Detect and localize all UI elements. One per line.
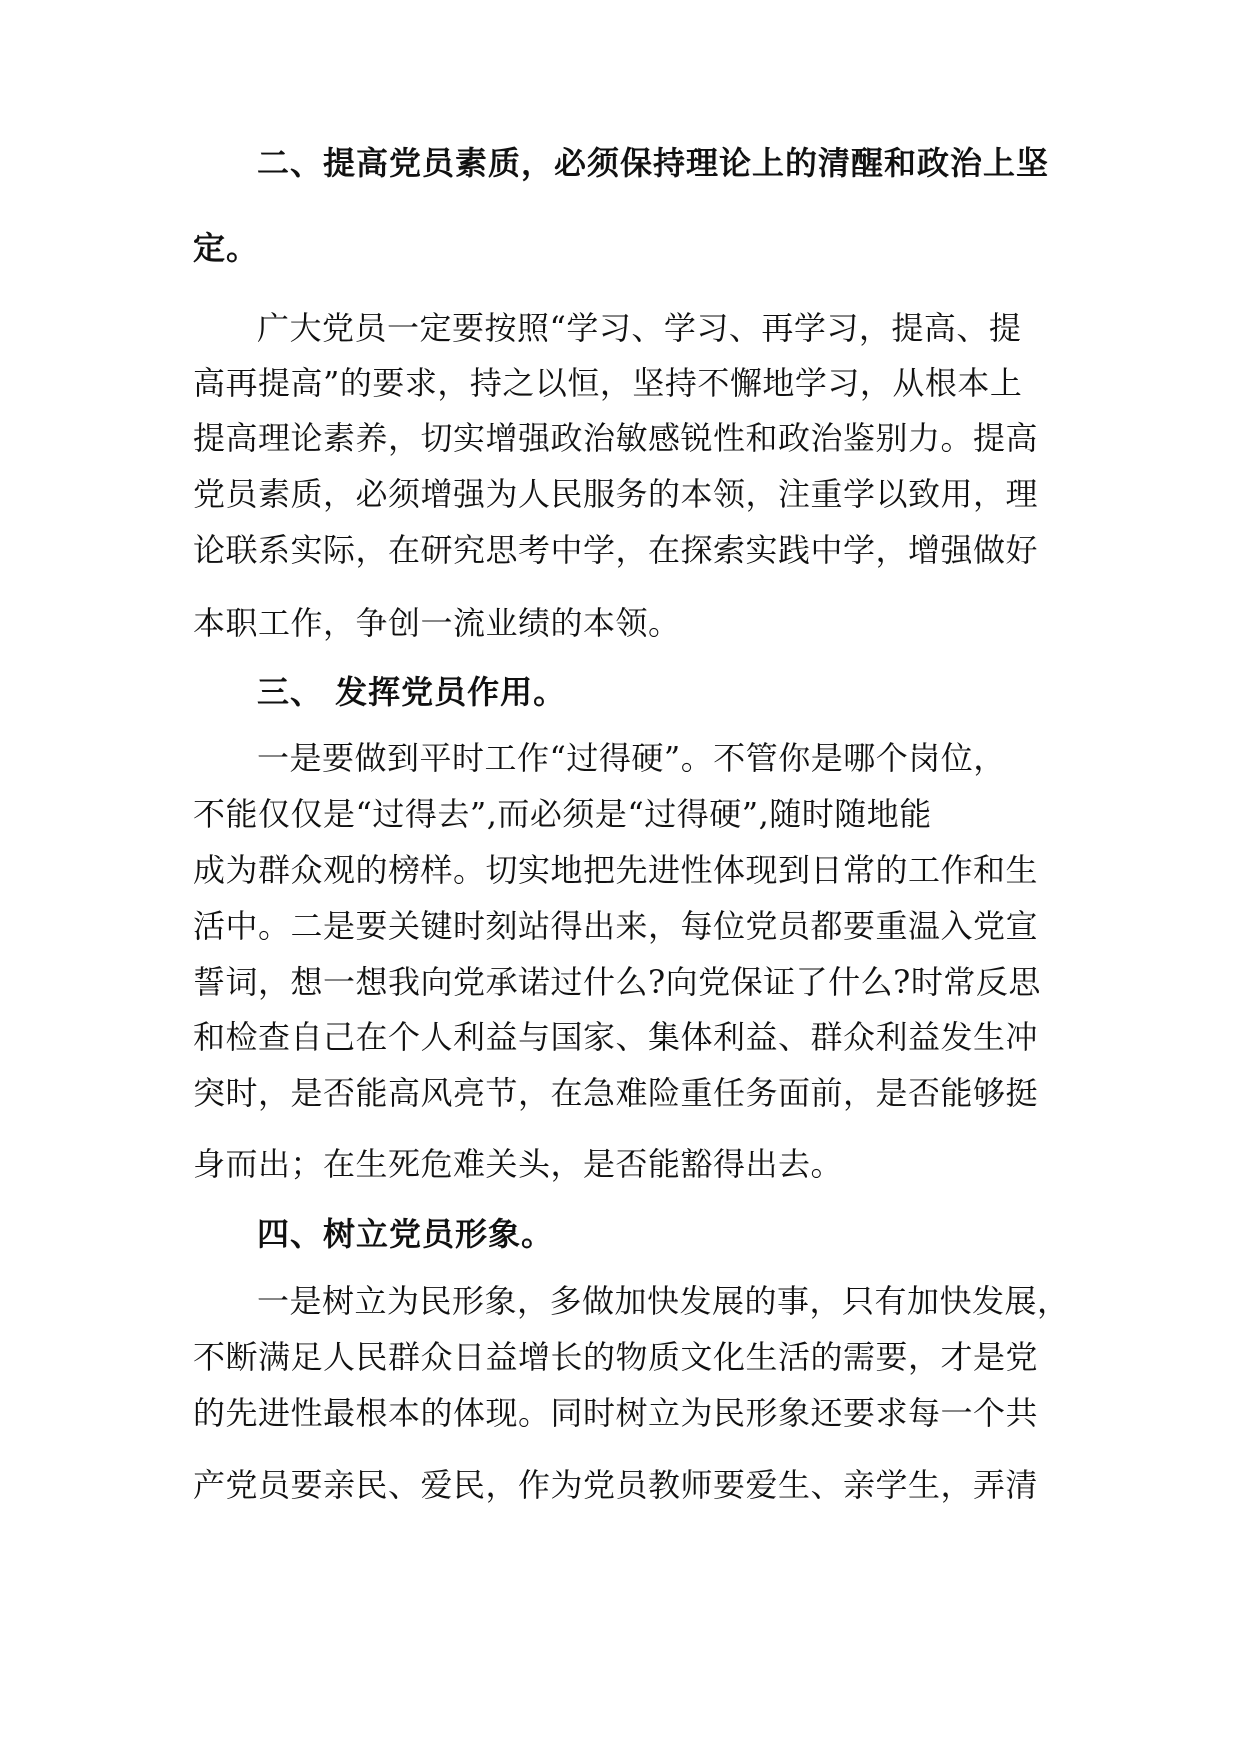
- section-2-heading-line-2: 定。: [193, 229, 260, 267]
- section-2-heading-line-1: 二、提高党员素质，必须保持理论上的清醒和政治上坚: [257, 144, 1050, 182]
- section-3-paragraph-line: 活中。二是要关键时刻站得出来，每位党员都要重温入党宣: [193, 907, 1039, 945]
- section-3-paragraph-line: 突时，是否能高风亮节，在急难险重任务面前，是否能够挺: [193, 1074, 1039, 1112]
- section-2-paragraph-line: 高再提高”的要求，持之以恒，坚持不懈地学习，从根本上: [193, 364, 1023, 402]
- section-3-heading: 三、 发挥党员作用。: [257, 673, 567, 711]
- section-4-paragraph-line: 产党员要亲民、爱民，作为党员教师要爱生、亲学生，弄清: [193, 1466, 1039, 1504]
- section-2-paragraph-line: 本职工作，争创一流业绩的本领。: [193, 604, 681, 642]
- section-4-paragraph-line: 一是树立为民形象，多做加快发展的事，只有加快发展，: [257, 1282, 1070, 1320]
- section-3-paragraph-line: 誓词，想一想我向党承诺过什么?向党保证了什么?时常反思: [193, 963, 1041, 1001]
- section-4-heading: 四、树立党员形象。: [257, 1215, 555, 1253]
- section-2-paragraph-line: 论联系实际，在研究思考中学，在探索实践中学，增强做好: [193, 531, 1039, 569]
- section-3-paragraph-line: 和检查自己在个人利益与国家、集体利益、群众利益发生冲: [193, 1018, 1039, 1056]
- section-2-paragraph-line: 党员素质，必须增强为人民服务的本领，注重学以致用，理: [193, 475, 1039, 513]
- section-3-paragraph-line: 身而出；在生死危难关头，是否能豁得出去。: [193, 1145, 844, 1183]
- section-2-paragraph-line: 提高理论素养，切实增强政治敏感锐性和政治鉴别力。提高: [193, 419, 1039, 457]
- section-3-paragraph-line: 成为群众观的榜样。切实地把先进性体现到日常的工作和生: [193, 851, 1039, 889]
- section-4-paragraph-line: 不断满足人民群众日益增长的物质文化生活的需要，才是党: [193, 1338, 1039, 1376]
- section-3-paragraph-line: 不能仅仅是“过得去”,而必须是“过得硬”,随时随地能: [193, 795, 932, 833]
- section-3-paragraph-line: 一是要做到平时工作“过得硬”。不管你是哪个岗位，: [257, 739, 1006, 777]
- section-2-paragraph-line: 广大党员一定要按照“学习、学习、再学习，提高、提: [257, 309, 1022, 347]
- section-4-paragraph-line: 的先进性最根本的体现。同时树立为民形象还要求每一个共: [193, 1394, 1039, 1432]
